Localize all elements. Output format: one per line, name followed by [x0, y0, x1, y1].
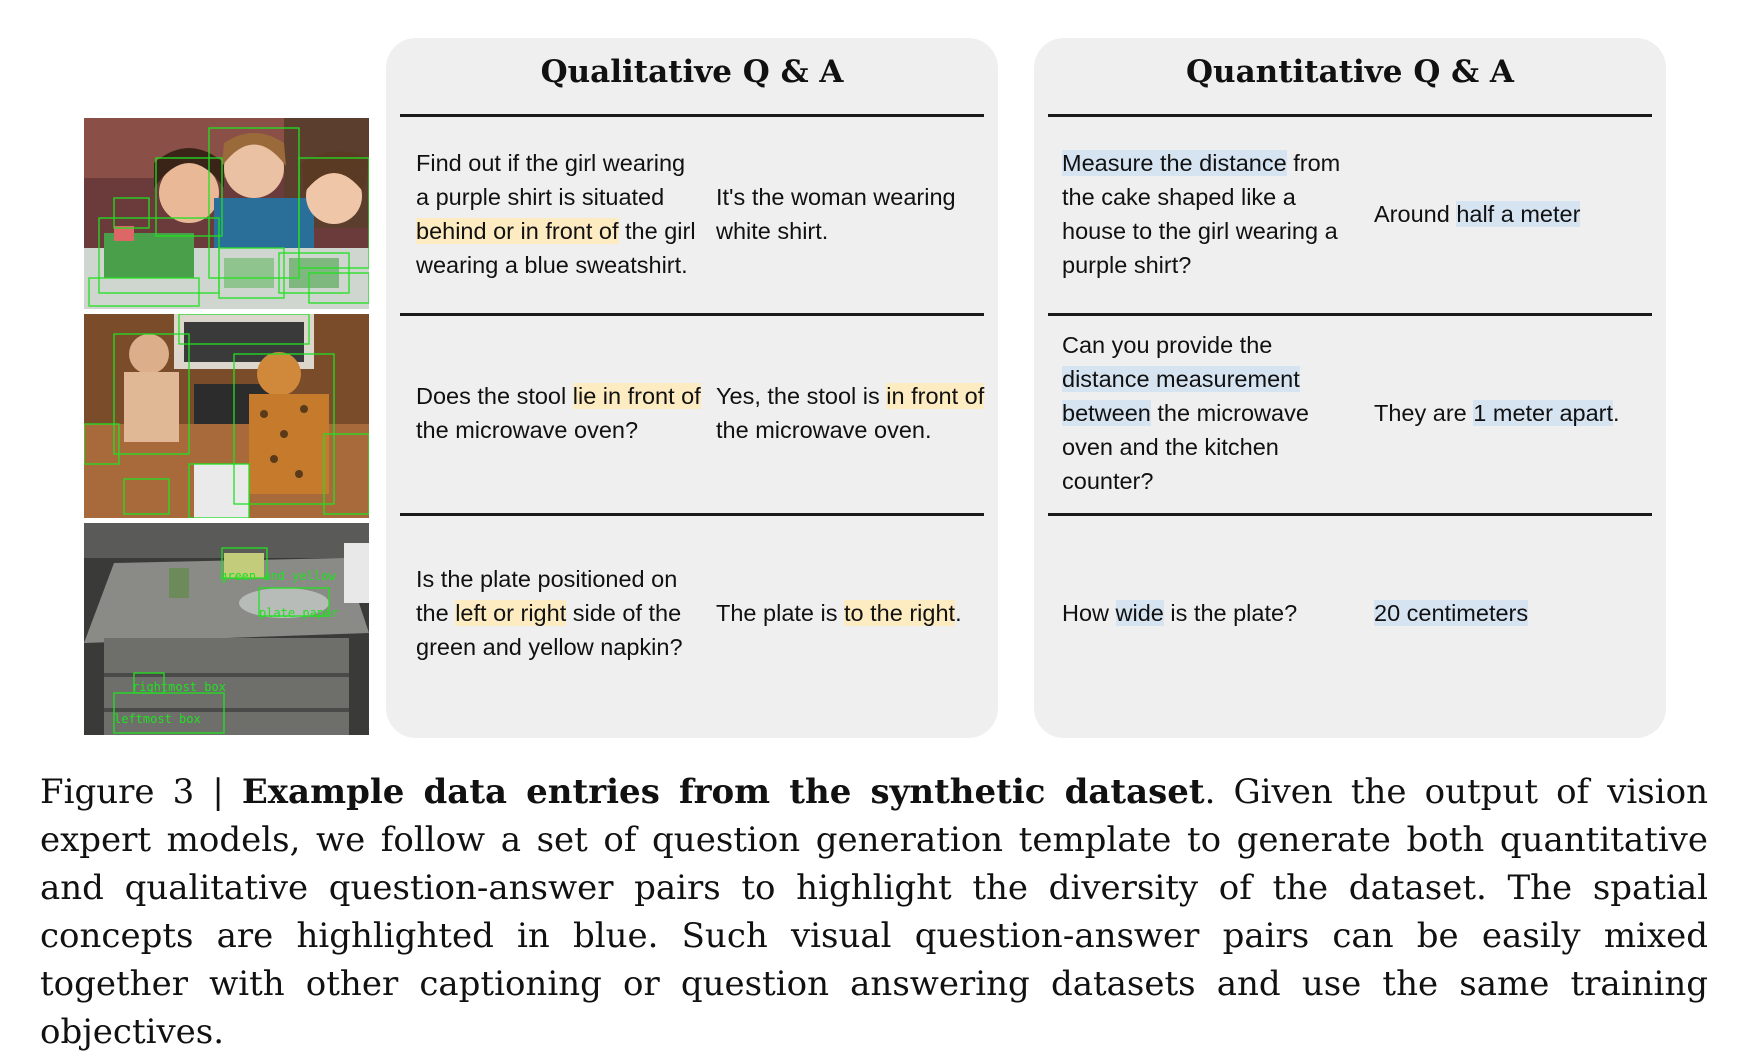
rule — [1048, 114, 1652, 117]
highlight-quantitative: 1 meter apart — [1473, 400, 1614, 426]
text-segment: Does the stool — [416, 383, 573, 409]
highlight-quantitative: half a meter — [1456, 201, 1581, 227]
label-rightmost-box: rightmost box — [132, 680, 226, 694]
text-segment: . — [955, 600, 962, 626]
highlight-qualitative: lie in front of — [572, 383, 701, 409]
caption-prefix: Figure 3 | — [40, 772, 242, 812]
rule — [1048, 513, 1652, 516]
text-segment: . — [1613, 400, 1620, 426]
qual-answer-1 — [716, 124, 986, 304]
highlight-quantitative: distance measurement between — [1062, 366, 1300, 426]
text-segment: Around — [1374, 201, 1457, 227]
example-image-table-plate — [84, 523, 369, 735]
quant-answer-2 — [1374, 323, 1659, 503]
text-segment: How — [1062, 600, 1116, 626]
quant-answer-3 — [1374, 523, 1659, 703]
text-segment: from the cake shaped like a house to the girl wearing a purple shirt? — [1062, 150, 1341, 278]
qualitative-panel — [386, 38, 998, 738]
highlight-quantitative: wide — [1115, 600, 1164, 626]
text-segment: Find out if the girl wearing a purple shirt is situated — [416, 150, 686, 210]
label-plate-paper: plate paper — [259, 606, 339, 620]
rule — [400, 114, 984, 117]
qual-answer-3 — [716, 523, 986, 703]
text-segment: the girl wearing a blue sweatshirt. — [416, 218, 696, 278]
highlight-qualitative: left or right — [455, 600, 567, 626]
quant-question-1 — [1062, 124, 1352, 304]
text-segment: Is the plate positioned on the — [416, 566, 678, 626]
text-segment: the microwave oven and the kitchen counter? — [1062, 400, 1309, 494]
caption-bold: Example data entries from the synthetic dataset — [241, 772, 1205, 812]
text-segment: the microwave oven. — [716, 417, 932, 443]
text-segment: side of the green and yellow napkin? — [416, 600, 683, 660]
qual-question-2 — [416, 323, 701, 503]
quantitative-panel — [1034, 38, 1666, 738]
text-segment: the microwave oven? — [416, 417, 639, 443]
highlight-qualitative: behind or in front of — [416, 218, 619, 244]
qual-question-3 — [416, 523, 701, 703]
qualitative-title: Qualitative Q & A — [540, 54, 844, 90]
highlight-qualitative: in front of — [886, 383, 985, 409]
rule — [400, 313, 984, 316]
rule — [1048, 313, 1652, 316]
highlight-quantitative: Measure the distance — [1062, 150, 1287, 176]
quant-answer-1 — [1374, 124, 1659, 304]
text-segment: is the plate? — [1163, 600, 1298, 626]
text-segment: Yes, the stool is — [716, 383, 887, 409]
qual-question-1 — [416, 124, 701, 304]
label-green-and-yellow: green and yellow — [220, 569, 336, 583]
qual-answer-2 — [716, 323, 986, 503]
label-leftmost-box: leftmost box — [114, 712, 201, 726]
rule — [400, 513, 984, 516]
highlight-quantitative: 20 centimeters — [1374, 600, 1529, 626]
highlight-qualitative: to the right — [844, 600, 956, 626]
example-image-birthday-kids — [84, 118, 369, 309]
example-image-kitchen-kids — [84, 314, 369, 518]
figure-caption — [40, 768, 1708, 1056]
quantitative-title: Quantitative Q & A — [1186, 54, 1514, 90]
text-segment: They are — [1374, 400, 1474, 426]
quant-question-2 — [1062, 323, 1352, 503]
caption-body: . Given the output of vision expert models, we follow a set of question generation template to generate both quantitative and qualitative question-answer pairs to highlight the diversity of the dataset. The spatial concepts are highlighted in blue. Such visual question-answer pairs can be easily mixed together with other captioning or question answering datasets and use the same training objectives. — [40, 772, 1708, 1052]
text-segment: It's the woman wearing white shirt. — [716, 184, 956, 244]
quant-question-3 — [1062, 523, 1352, 703]
text-segment: The plate is — [716, 600, 845, 626]
text-segment: Can you provide the — [1062, 332, 1273, 358]
